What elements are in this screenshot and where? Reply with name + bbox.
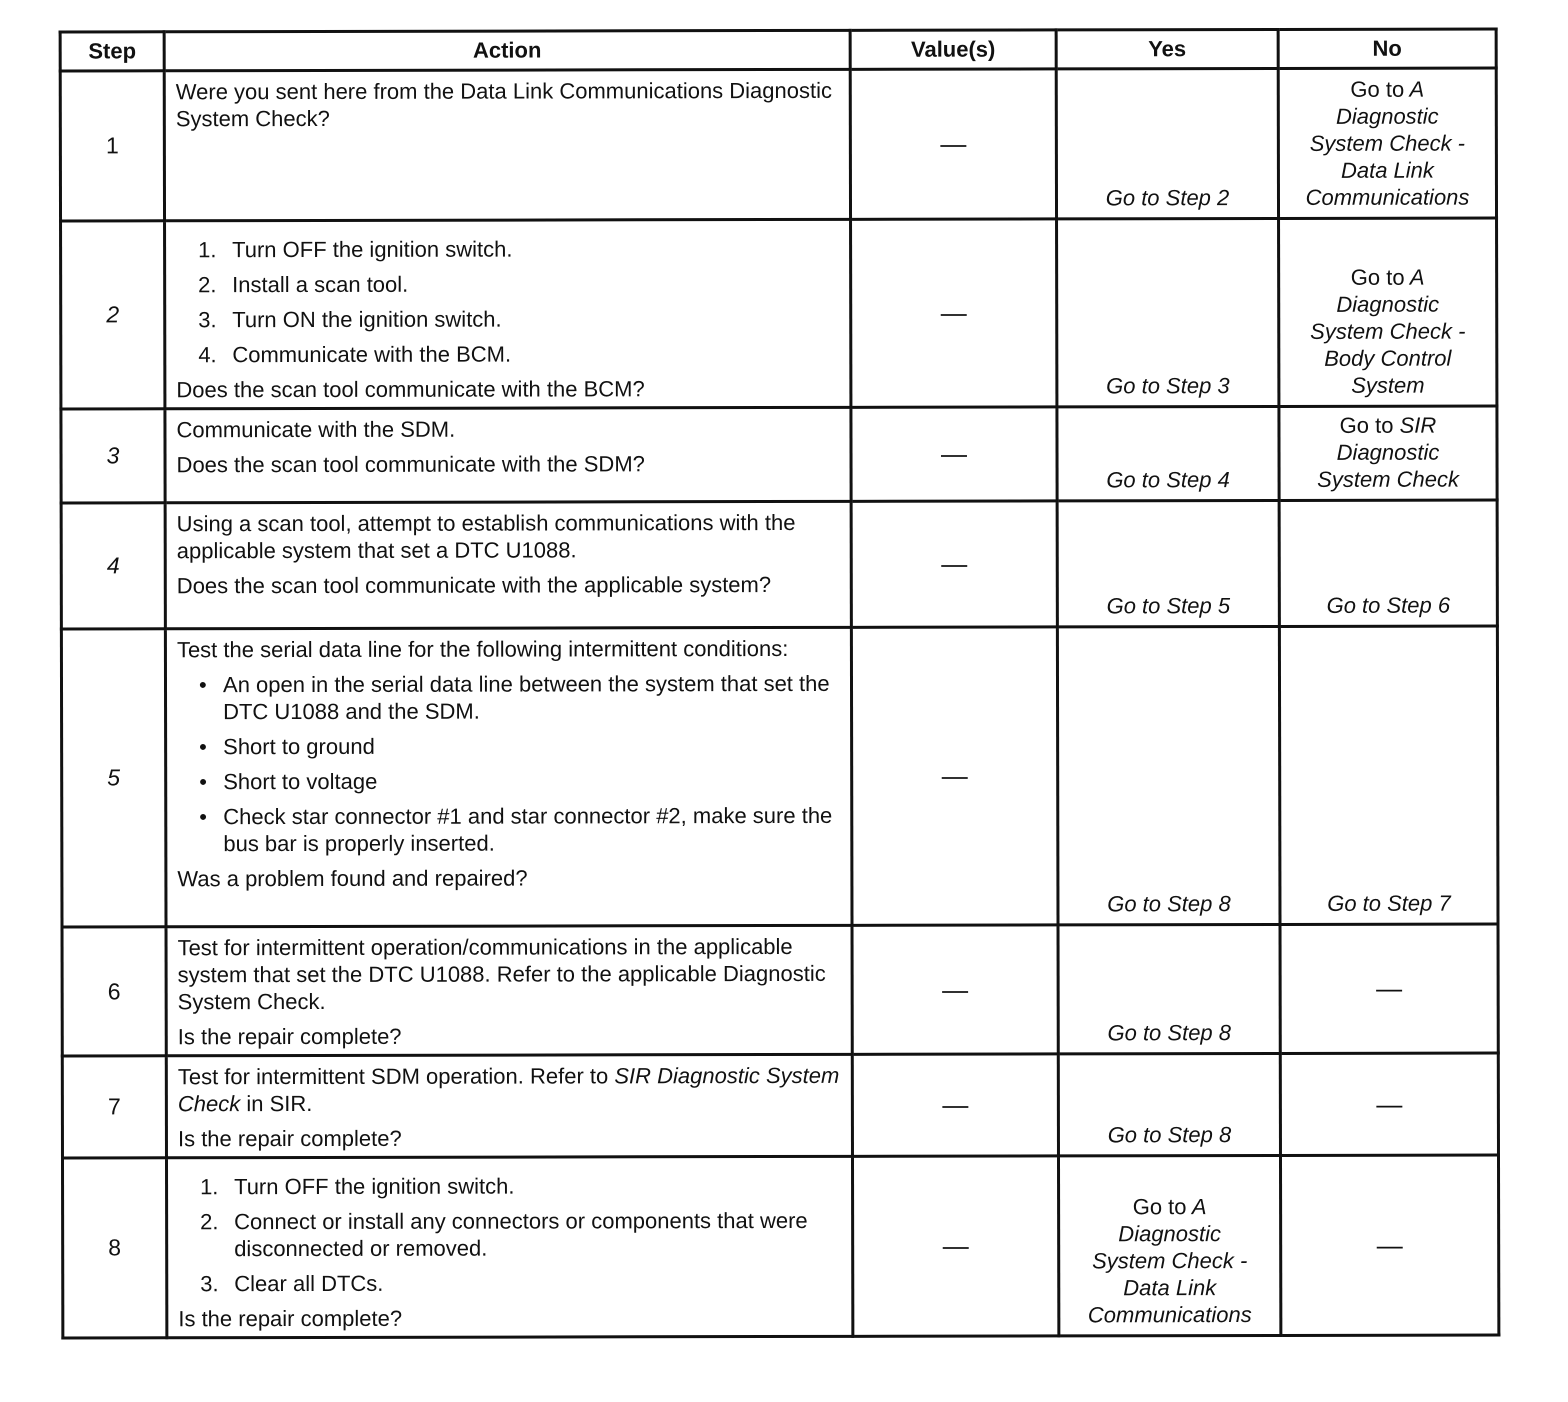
yes-answer: Go to Step 5 xyxy=(1106,593,1231,619)
step-number: 4 xyxy=(61,503,165,629)
header-no: No xyxy=(1278,29,1496,68)
no-cell xyxy=(1279,406,1497,500)
table-row xyxy=(62,1155,1498,1338)
question-text: Does the scan tool communicate with the applicable system? xyxy=(176,572,772,599)
header-values: Value(s) xyxy=(850,30,1056,69)
table-row xyxy=(62,924,1498,1056)
yes-cell xyxy=(1057,626,1280,924)
action-text: Were you sent here from the Data Link Communications Diagnostic System Check? xyxy=(175,77,833,132)
step-number: 8 xyxy=(62,1158,166,1338)
yes-cell xyxy=(1057,500,1279,626)
table-row xyxy=(61,626,1498,927)
no-answer: — xyxy=(1376,973,1403,1004)
no-cell xyxy=(1279,218,1497,406)
step-number: 2 xyxy=(61,221,165,409)
numbered-step: 2. Connect or install any connectors or components that were disconnected or removed. xyxy=(200,1207,808,1262)
value-cell: — xyxy=(852,1156,1058,1336)
table-row xyxy=(62,1053,1498,1158)
value-cell: — xyxy=(851,407,1057,501)
action-text: Test the serial data line for the following intermittent conditions: xyxy=(176,635,789,663)
no-cell xyxy=(1280,1155,1498,1335)
diagnostic-table xyxy=(59,27,1501,1339)
action-cell xyxy=(166,1156,852,1337)
numbered-step: 3. Turn ON the ignition switch. xyxy=(198,306,502,333)
action-text: Communicate with the SDM. xyxy=(176,416,456,443)
numbered-step: 4. Communicate with the BCM. xyxy=(198,341,512,368)
yes-cell xyxy=(1056,68,1278,218)
no-cell xyxy=(1280,924,1498,1053)
no-cell xyxy=(1280,1053,1498,1155)
table-row xyxy=(61,406,1497,503)
header-action: Action xyxy=(164,30,850,70)
action-cell xyxy=(166,925,852,1055)
yes-cell xyxy=(1057,406,1279,500)
value-cell: — xyxy=(852,925,1058,1054)
value-cell: — xyxy=(850,69,1056,219)
yes-answer: Go to Step 8 xyxy=(1107,891,1231,917)
action-cell xyxy=(165,219,851,408)
question-text: Is the repair complete? xyxy=(177,1023,402,1050)
no-cell xyxy=(1279,500,1497,626)
header-yes: Yes xyxy=(1056,29,1278,68)
question-text: Is the repair complete? xyxy=(177,1125,402,1152)
step-number: 7 xyxy=(62,1056,166,1158)
no-cell xyxy=(1278,68,1496,218)
bullet-item: • Check star connector #1 and star connector #2, make sure the bus bar is properly inserted. xyxy=(199,802,833,857)
yes-answer: Go to Step 8 xyxy=(1107,1020,1232,1046)
no-answer: — xyxy=(1376,1088,1403,1119)
action-cell xyxy=(165,627,852,926)
no-answer: Go to A Diagnostic System Check - Body Control System xyxy=(1310,264,1466,398)
table-row xyxy=(61,500,1497,629)
no-cell xyxy=(1279,626,1498,924)
yes-answer: Go to Step 3 xyxy=(1106,373,1230,399)
yes-cell xyxy=(1057,218,1279,406)
step-number: 6 xyxy=(62,927,166,1056)
numbered-step: 1. Turn OFF the ignition switch. xyxy=(198,236,513,263)
header-step: Step xyxy=(60,32,164,71)
table-row xyxy=(61,218,1497,409)
yes-cell xyxy=(1058,924,1280,1053)
action-cell xyxy=(165,407,851,502)
question-text: Was a problem found and repaired? xyxy=(177,865,528,892)
numbered-step: 1. Turn OFF the ignition switch. xyxy=(200,1173,515,1200)
question-text: Does the scan tool communicate with the SDM? xyxy=(176,451,645,478)
action-text: Using a scan tool, attempt to establish communications with the applicable system that set a DTC U1088. xyxy=(176,509,796,564)
action-cell xyxy=(165,501,851,628)
no-answer: Go to A Diagnostic System Check - Data Link Communications xyxy=(1305,76,1470,210)
action-cell xyxy=(164,69,850,220)
step-number: 3 xyxy=(61,409,165,503)
step-number: 5 xyxy=(61,629,166,927)
no-answer: Go to SIR Diagnostic System Check xyxy=(1317,412,1460,492)
action-cell xyxy=(166,1054,852,1157)
numbered-step: 2. Install a scan tool. xyxy=(198,271,409,298)
bullet-item: • An open in the serial data line between the system that set the DTC U1088 and the SDM. xyxy=(198,670,830,725)
yes-answer: Go to Step 2 xyxy=(1105,185,1230,211)
yes-cell xyxy=(1058,1155,1280,1335)
question-text: Does the scan tool communicate with the BCM? xyxy=(176,376,645,403)
bullet-item: • Short to voltage xyxy=(199,768,378,795)
yes-cell xyxy=(1058,1053,1280,1155)
yes-answer: Go to A Diagnostic System Check - Data Link Communications xyxy=(1087,1194,1252,1328)
value-cell: — xyxy=(851,501,1057,627)
no-answer: Go to Step 7 xyxy=(1327,890,1451,916)
question-text: Is the repair complete? xyxy=(178,1305,403,1332)
no-answer: Go to Step 6 xyxy=(1326,592,1451,618)
value-cell: — xyxy=(851,627,1058,925)
yes-answer: Go to Step 4 xyxy=(1106,467,1230,493)
numbered-step: 3. Clear all DTCs. xyxy=(200,1270,384,1297)
header-row xyxy=(60,29,1496,71)
no-answer: — xyxy=(1376,1229,1403,1260)
yes-answer: Go to Step 8 xyxy=(1107,1122,1232,1148)
value-cell: — xyxy=(851,219,1057,407)
table-row xyxy=(60,68,1496,221)
bullet-item: • Short to ground xyxy=(199,733,375,760)
step-number: 1 xyxy=(60,71,164,221)
value-cell: — xyxy=(852,1054,1058,1156)
action-text: Test for intermittent operation/communications in the applicable system that set the DTC U1088. Refer to the applicable Diagnostic System Check. xyxy=(177,933,826,1015)
action-text: Test for intermittent SDM operation. Refer to SIR Diagnostic System Check in SIR. xyxy=(177,1062,840,1117)
